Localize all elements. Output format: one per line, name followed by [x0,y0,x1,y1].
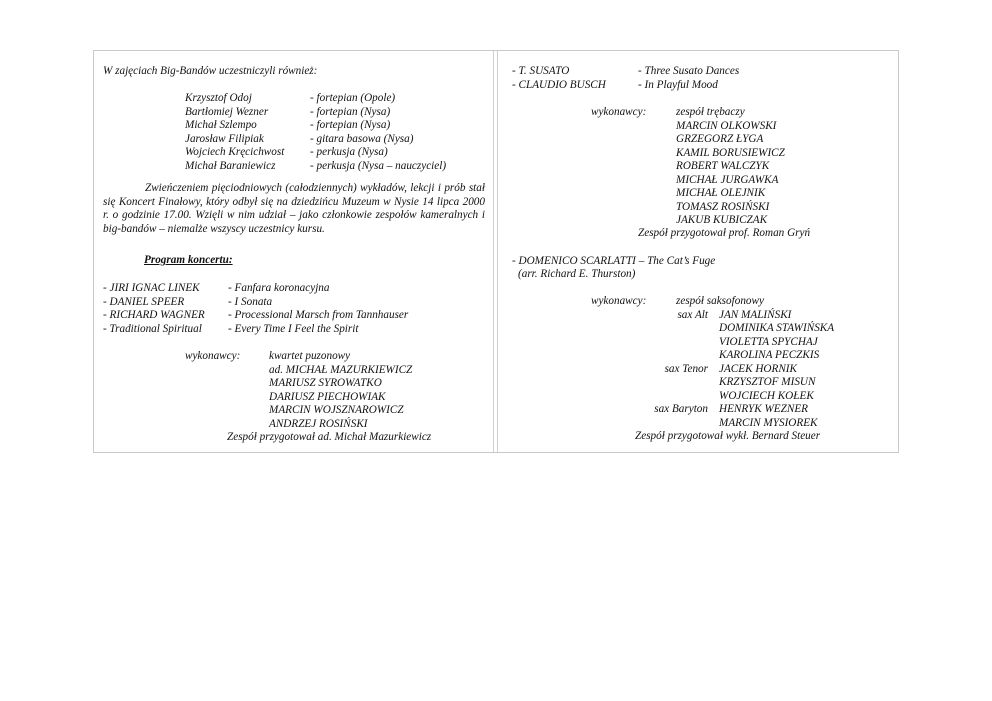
performer-row [498,120,900,134]
arrangement-note: (arr. Richard E. Thurston) [518,268,636,280]
program-row [94,282,493,296]
performer-row [498,214,900,228]
performer-row [498,349,900,363]
performer-row [498,201,900,215]
participant-row [94,133,493,147]
performer-row [498,322,900,336]
performer-name: MARCIN OLKOWSKI [676,119,777,132]
program-row [498,65,900,79]
participant-name: Krzysztof Odoj [185,92,252,104]
program-row [94,309,493,323]
ensemble-name: zespół trębaczy [676,106,745,118]
booklet-spread [93,50,899,453]
performer-name: GRZEGORZ ŁYGA [676,133,764,145]
performer-name: KAMIL BORUSIEWICZ [676,146,785,159]
performer-row [498,403,900,417]
participant-name: Wojciech Kręcichwost [185,146,285,158]
performer-row [498,295,900,309]
performer-name: TOMASZ ROSIŃSKI [676,200,770,213]
participant-role: - perkusja (Nysa – nauczyciel) [310,159,447,172]
performer-row [94,364,493,378]
prepared-by: Zespół przygotował ad. Michał Mazurkiewicz [227,431,432,443]
composer: - JIRI IGNAC LINEK [103,282,200,294]
performer-name: KAROLINA PECZKIS [719,349,820,361]
participant-row [94,160,493,174]
scarlatti-piece: - DOMENICO SCARLATTI – The Cat’s Fuge [512,255,716,267]
composer: - Traditional Spiritual [103,322,202,335]
fold-line [493,51,494,452]
performer-name: MARCIN WOJSZNAROWICZ [269,404,404,416]
work-title: - Every Time I Feel the Spirit [228,322,359,335]
participant-row [94,146,493,160]
saxophone-ensemble-performers [498,295,900,430]
intro-text: W zajęciach Big-Bandów uczestniczyli również: [103,65,318,77]
composer: - T. SUSATO [512,65,570,77]
performer-name: MARIUSZ SYROWATKO [269,377,382,389]
ensemble-name: zespół saksofonowy [676,295,764,307]
participant-row [94,119,493,133]
performer-name: VIOLETTA SPYCHAJ [719,335,818,348]
participant-name: Michał Szlempo [185,119,257,131]
performer-name: JAKUB KUBICZAK [676,214,768,226]
performer-row [498,174,900,188]
performers-label: wykonawcy: [185,350,241,362]
work-title: - Fanfara koronacyjna [228,282,330,294]
performer-row [498,160,900,174]
composer: - DANIEL SPEER [103,295,185,308]
performer-row [498,187,900,201]
participant-role: - fortepian (Nysa) [310,105,391,118]
trumpet-ensemble-performers [498,106,900,228]
sax-section-label: sax Tenor [664,362,708,375]
participant-role: - perkusja (Nysa) [310,146,388,158]
performer-name: WOJCIECH KOŁEK [719,389,814,402]
performer-name: ANDRZEJ ROSIŃSKI [269,417,368,430]
prepared-by: Zespół przygotował wykł. Bernard Steuer [635,430,821,442]
work-title: - In Playful Mood [638,78,718,91]
performer-row [498,390,900,404]
program-row [498,79,900,93]
performer-row [94,391,493,405]
participant-row [94,106,493,120]
participant-name: Jarosław Filipiak [185,132,264,145]
performer-name: ad. MICHAŁ MAZURKIEWICZ [269,363,413,376]
program-heading: Program koncertu: [144,254,233,266]
performer-row [498,133,900,147]
performer-row [94,418,493,432]
performer-row [498,106,900,120]
work-title: - Three Susato Dances [638,65,740,77]
performer-name: JACEK HORNIK [719,362,797,375]
work-title: - Processional Marsch from Tannhauser [228,309,409,321]
performer-row [498,147,900,161]
concert-paragraph: Zwieńczeniem pięciodniowych (całodziennych) wykładów, lekcji i prób stał się Koncert Finałowy, który odbył się na dziedzińcu Muzeum w Nysie 14 lipca 2000 r. o godzinie 17.00. Wzięli w nim udział – jako członkowie zespołów kameralnych i big-bandów – niemalże wszyscy uczestnicy kursu. [103,182,485,235]
ensemble-name: kwartet puzonowy [269,350,351,362]
performer-row [498,309,900,323]
performer-name: HENRYK WEZNER [719,403,808,415]
performer-row [94,377,493,391]
program-row [94,296,493,310]
program-list [94,282,493,336]
prepared-by: Zespół przygotował prof. Roman Gryń [638,227,811,239]
performer-row [94,404,493,418]
composer: - RICHARD WAGNER [103,309,205,321]
performer-name: MARCIN MYSIOREK [719,416,818,429]
participant-role: - fortepian (Nysa) [310,119,391,131]
performer-name: MICHAŁ JURGAWKA [676,173,779,186]
participant-row [94,92,493,106]
participant-role: - gitara basowa (Nysa) [310,132,414,145]
performers-label: wykonawcy: [591,295,647,307]
performer-row [498,376,900,390]
participant-name: Michał Baraniewicz [185,159,276,172]
work-title: - I Sonata [228,295,273,308]
program-list [498,65,900,92]
performer-name: DARIUSZ PIECHOWIAK [269,390,386,403]
composer: - CLAUDIO BUSCH [512,78,606,91]
sax-section-label: sax Baryton [654,403,708,415]
participant-role: - fortepian (Opole) [310,92,396,104]
performers-label: wykonawcy: [591,106,647,118]
trombone-quartet-performers [94,350,493,431]
sax-section-label: sax Alt [677,308,708,321]
performer-name: KRZYSZTOF MISUN [719,376,816,388]
performer-row [498,363,900,377]
performer-row [498,417,900,431]
performer-name: DOMINIKA STAWIŃSKA [719,322,835,334]
participant-name: Bartłomiej Wezner [185,105,269,118]
performer-name: MICHAŁ OLEJNIK [676,187,766,199]
performer-row [94,350,493,364]
performer-row [498,336,900,350]
performer-name: JAN MALIŃSKI [719,308,792,321]
program-row [94,323,493,337]
participant-list [94,92,493,173]
performer-name: ROBERT WALCZYK [676,160,770,172]
